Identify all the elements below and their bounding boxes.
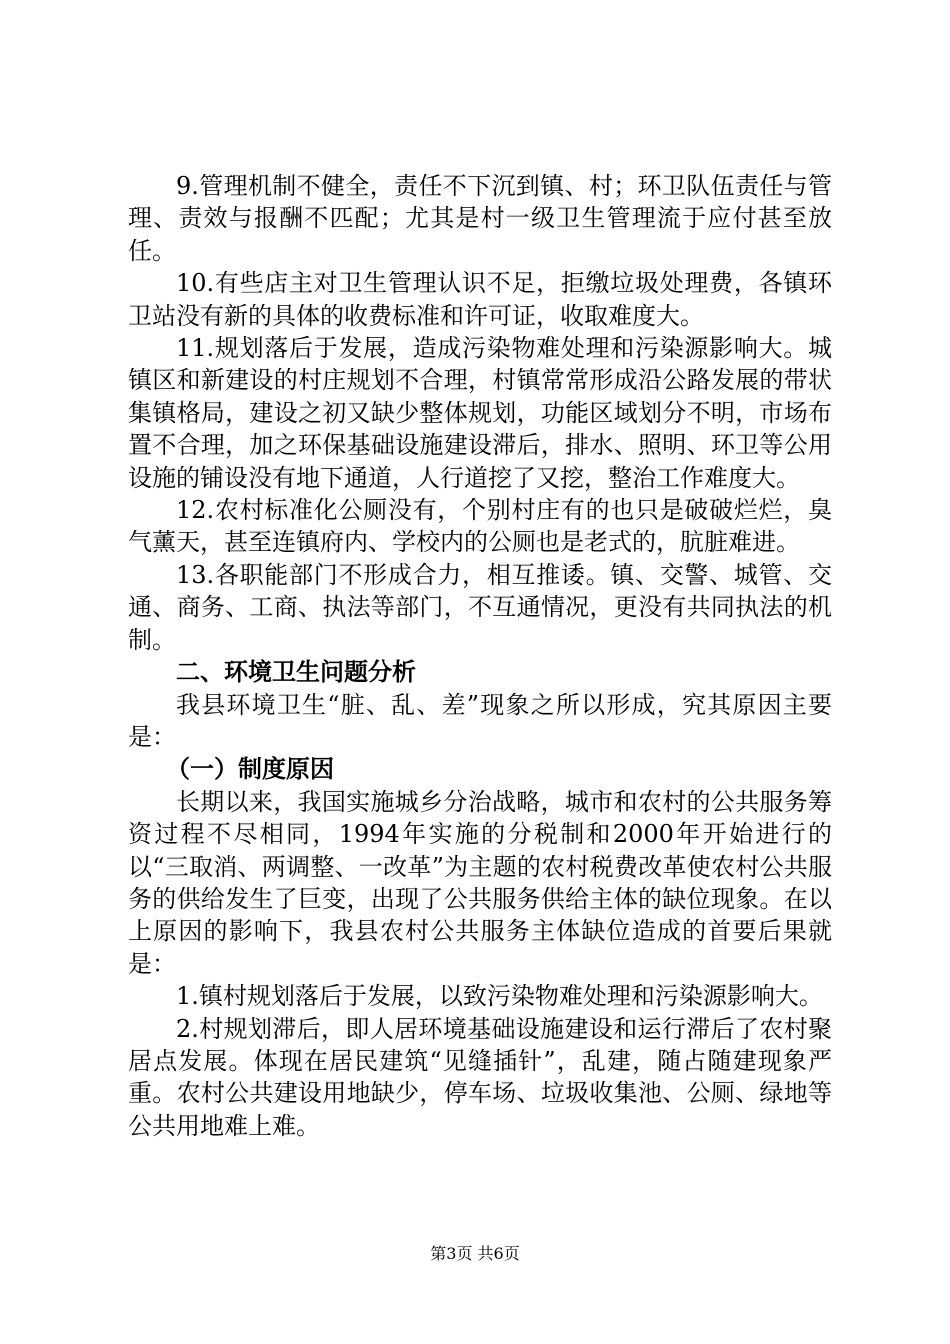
paragraph-item-12: 12.农村标准化公厕没有，个别村庄有的也只是破破烂烂，臭气薰天，甚至连镇府内、学校内的公厕也是老式的，肮脏难进。 [128, 496, 832, 557]
body-list-item-2: 2.村规划滞后，即人居环境基础设施建设和运行滞后了农村聚居点发展。体现在居民建筑“见缝插针”，乱建，随占随建现象严重。农村公共建设用地缺少，停车场、垃圾收集池、公厕、绿地等公共用地难上难。 [128, 1014, 832, 1140]
paragraph-item-13: 13.各职能部门不形成合力，相互推诿。镇、交警、城管、交通、商务、工商、执法等部门，不互通情况，更没有共同执法的机制。 [128, 560, 832, 654]
document-body [128, 170, 832, 1142]
paragraph-item-9: 9.管理机制不健全，责任不下沉到镇、村；环卫队伍责任与管理、责效与报酬不匹配；尤其是村一级卫生管理流于应付甚至放任。 [128, 172, 832, 265]
subsection-heading: （一）制度原因 [166, 755, 334, 784]
body-paragraph: 长期以来，我国实施城乡分治战略，城市和农村的公共服务筹资过程不尽相同，1994年实施的分税制和2000年开始进行的以“三取消、两调整、一改革”为主题的农村税费改革使农村公共服务的供给发生了巨变，出现了公共服务供给主体的缺位现象。在以上原因的影响下，我县农村公共服务主体缺位造成的首要后果就是： [128, 787, 832, 978]
paragraph-item-11: 11.规划落后于发展，造成污染物难处理和污染源影响大。城镇区和新建设的村庄规划不合理，村镇常常形成沿公路发展的带状集镇格局，建设之初又缺少整体规划，功能区域划分不明，市场布置不合理，加之环保基础设施建设滞后，排水、照明、环卫等公用设施的铺设没有地下通道，人行道挖了又挖，整治工作难度大。 [128, 334, 832, 492]
paragraph-item-10: 10.有些店主对卫生管理认识不足，拒缴垃圾处理费，各镇环卫站没有新的具体的收费标准和许可证，收取难度大。 [128, 269, 832, 330]
page-footer: 第3页 共6页 [430, 1244, 520, 1263]
section-intro: 我县环境卫生“脏、乱、差”现象之所以形成，究其原因主要是： [128, 690, 832, 751]
body-list-item-1: 1.镇村规划落后于发展，以致污染物难处理和污染源影响大。 [176, 982, 823, 1011]
section-heading: 二、环境卫生问题分析 [176, 658, 416, 687]
